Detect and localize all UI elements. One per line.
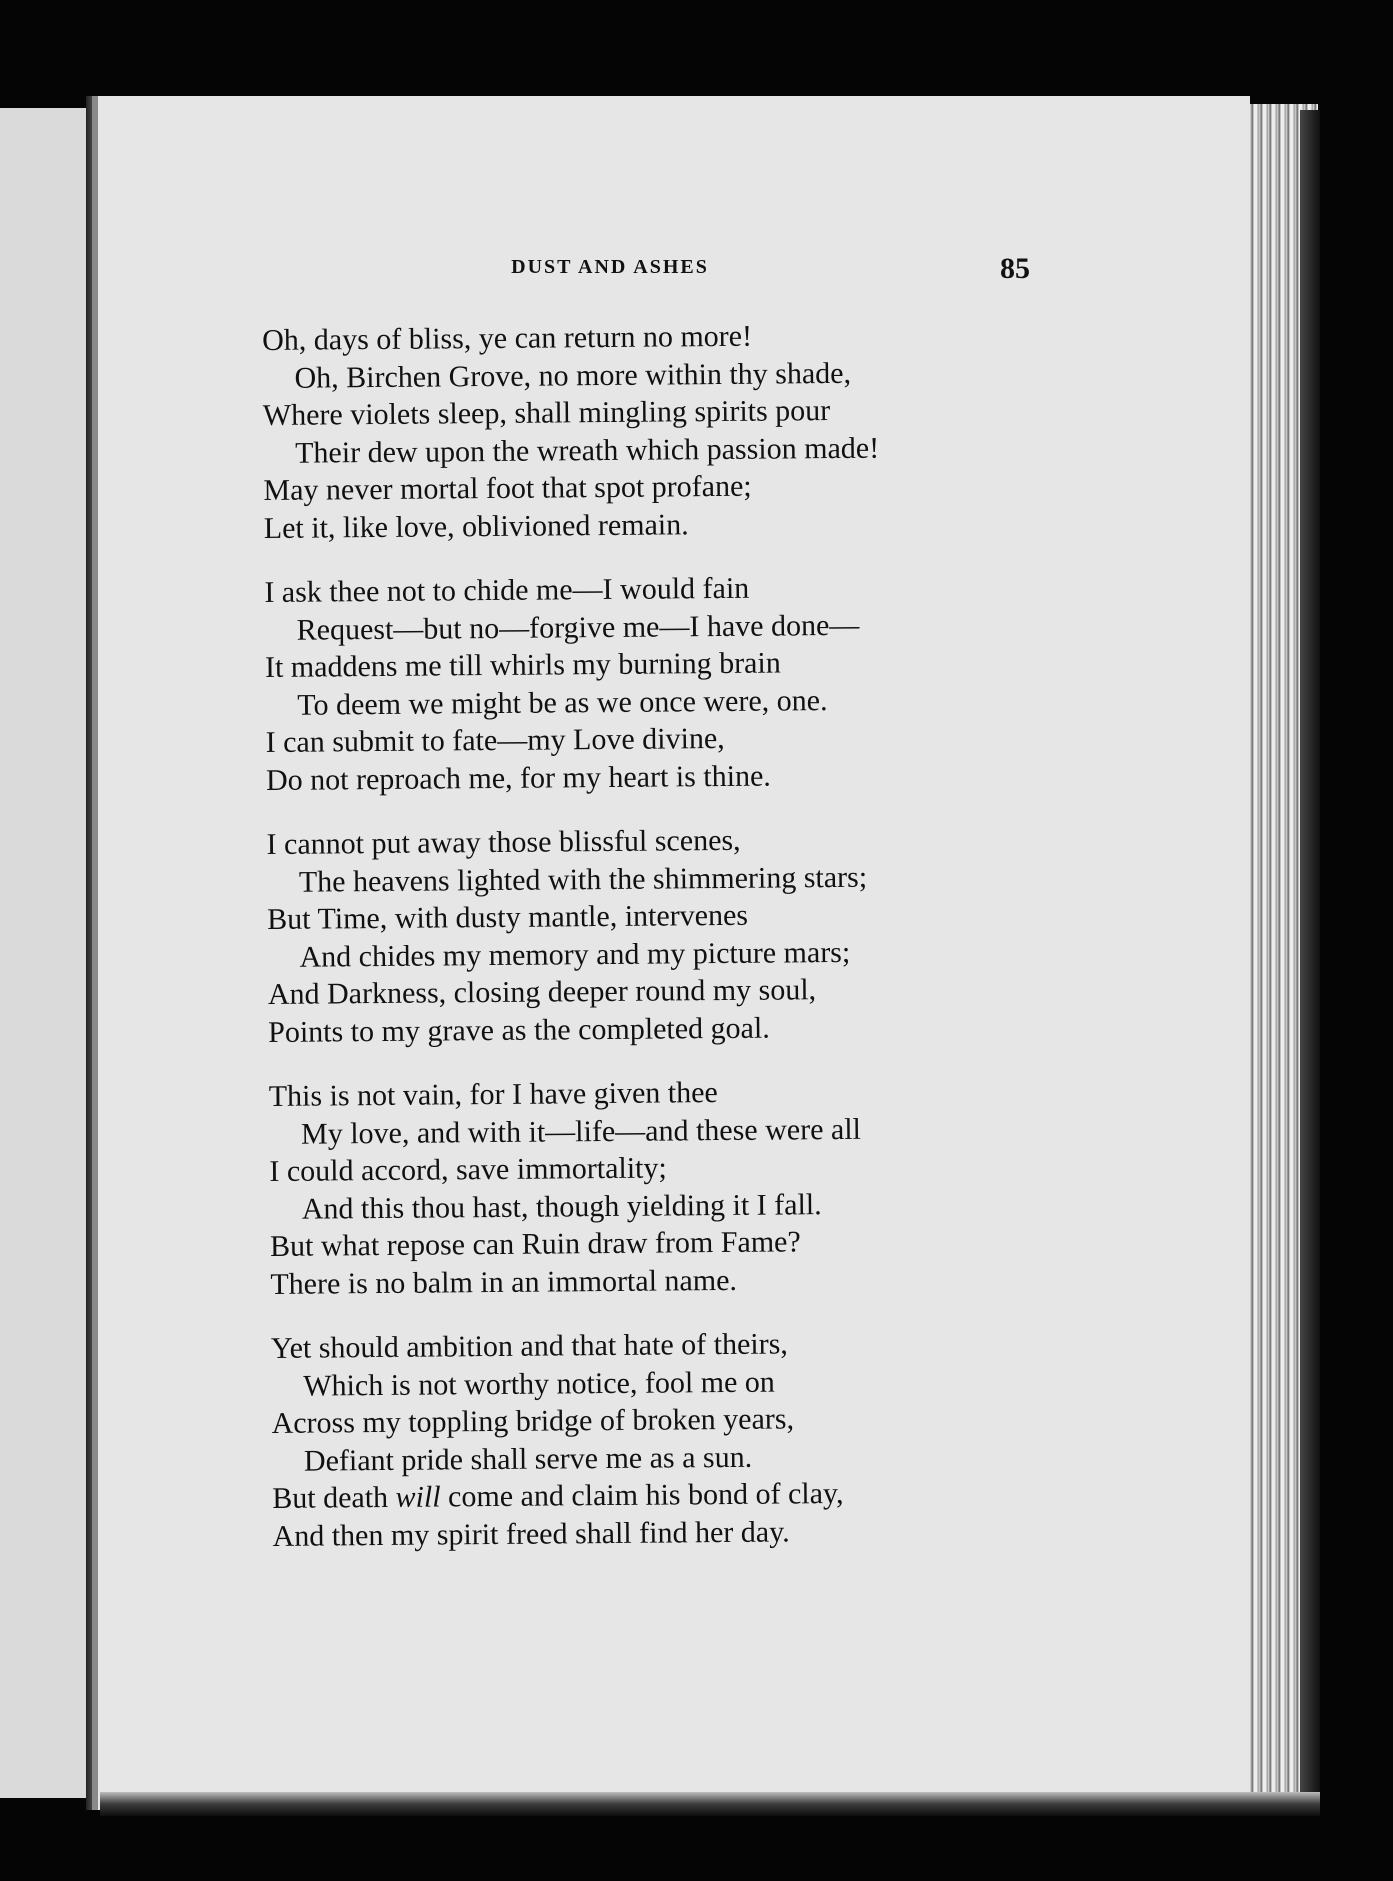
poem-line: I could accord, save immortality; (269, 1151, 667, 1188)
poem-line: Oh, days of bliss, ye can return no more! (262, 319, 753, 357)
poem-line: And Darkness, closing deeper round my soul, (267, 973, 817, 1011)
poem-line: Request—but no—forgive me—I have done— (296, 608, 860, 647)
poem-line: Which is not worthy notice, fool me on (303, 1365, 775, 1403)
poem-line: But what repose can Ruin draw from Fame? (269, 1225, 801, 1263)
poem-line: I cannot put away those blissful scenes, (266, 823, 741, 861)
line-text: come and claim his bond of clay, (440, 1476, 844, 1514)
book-cover-edge (1300, 110, 1320, 1800)
poem-line: And this thou hast, though yielding it I fall. (301, 1187, 822, 1226)
poem-line: This is not vain, for I have given thee (268, 1076, 718, 1113)
poem-line: Across my toppling bridge of broken years, (271, 1402, 795, 1440)
running-head: DUST AND ASHES (511, 256, 709, 278)
line-text: But death (272, 1480, 396, 1515)
poem-body (262, 315, 1033, 1582)
stanza-5 (271, 1323, 1033, 1555)
page-number: 85 (1000, 252, 1030, 285)
poem-line: Where violets sleep, shall mingling spirits pour (262, 394, 831, 432)
poem-line: I can submit to fate—my Love divine, (265, 721, 725, 759)
poem-line: Points to my grave as the completed goal. (268, 1011, 770, 1049)
book-bottom-edge (100, 1792, 1320, 1816)
poem-line: Yet should ambition and that hate of theirs, (270, 1327, 788, 1365)
poem-line: And chides my memory and my picture mars; (299, 935, 851, 974)
poem-line: May never mortal foot that spot profane; (263, 469, 752, 507)
stanza-1 (262, 315, 1024, 547)
poem-line: The heavens lighted with the shimmering stars; (298, 860, 868, 899)
poem-line: To deem we might be as we once were, one. (297, 683, 828, 722)
poem-line: Do not reproach me, for my heart is thine. (265, 759, 771, 797)
poem-line: It maddens me till whirls my burning brain (264, 646, 781, 684)
left-page-edge (0, 108, 89, 1798)
poem-line: But Time, with dusty mantle, intervenes (267, 898, 749, 936)
italic-word: will (395, 1480, 441, 1514)
poem-line: I ask thee not to chide me—I would fain (264, 571, 750, 609)
poem-line: Oh, Birchen Grove, no more within thy shade, (294, 356, 852, 395)
poem-line: And then my spirit freed shall find her day. (272, 1514, 790, 1553)
poem-line: My love, and with it—life—and these were all (300, 1112, 862, 1151)
poem-line: There is no balm in an immortal name. (270, 1263, 738, 1301)
stanza-4 (269, 1071, 1031, 1303)
poem-line: Let it, like love, oblivioned remain. (263, 507, 689, 545)
stanza-2 (264, 567, 1026, 799)
poem-line: Defiant pride shall serve me as a sun. (303, 1440, 753, 1478)
stanza-3 (266, 819, 1028, 1051)
poem-line: Their dew upon the wreath which passion made! (294, 431, 880, 470)
